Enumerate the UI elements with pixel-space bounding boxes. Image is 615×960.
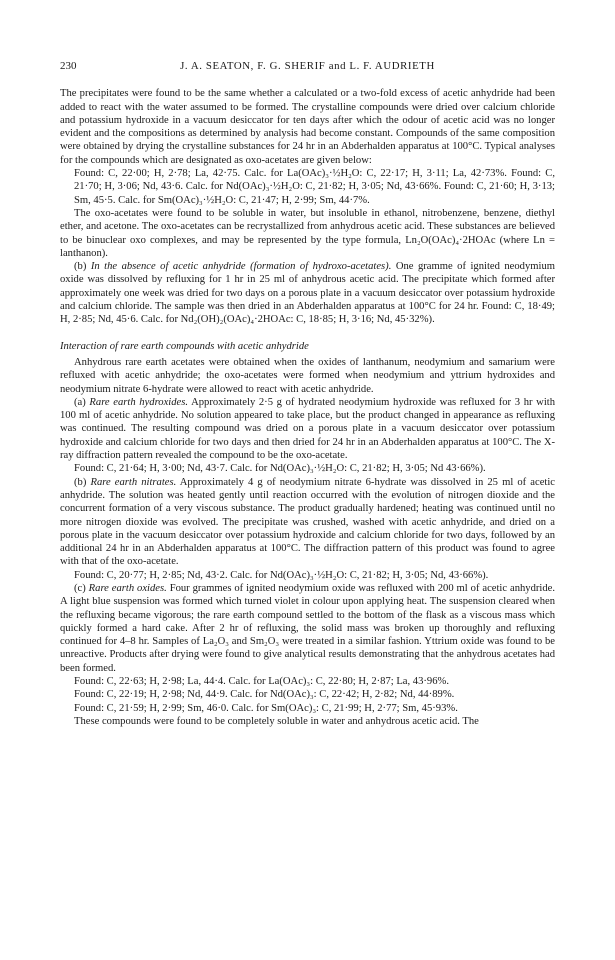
- page-number: 230: [60, 60, 77, 72]
- item-heading: Rare earth nitrates.: [90, 476, 177, 488]
- analysis-sm-acetate: Found: C, 21·59; H, 2·99; Sm, 46·0. Calc. for Sm(OAc)₃: C, 21·99; H, 2·77; Sm, 45·93%.: [74, 702, 458, 714]
- analysis-oxo-acetates: Found: C, 22·00; H, 2·78; La, 42·75. Calc. for La(OAc)₃·½H₂O: C, 22·17; H, 3·11; La, 42·73%. Found: C, 21·70; H, 3·06; Nd, 43·6. Calc. for Nd(OAc)₃·½H₂O: C, 21·82; H, 3·05; Nd, 43·66%. Found: C, 21·60; H, 3·13; Sm, 45·5. Calc. for Sm(OAc)₃·½H₂O: C, 21·47; H, 2·99; Sm, 44·7%.: [74, 168, 555, 206]
- item-label: (c): [74, 582, 89, 594]
- item-heading: In the absence of acetic anhydride (formation of hydroxo-acetates).: [90, 261, 392, 273]
- section-title: Interaction of rare earth compounds with acetic anhydride: [60, 340, 309, 352]
- item-text: Approximately 2·5 g of hydrated neodymium hydroxide was refluxed for 3 hr with 100 ml of acetic anhydride. No solution appeared to take place, but the product changed in appearance as refluxing was continued. The resulting compound was dried on a porous plate in a vacuum desiccator over potassium hydroxide and calcium chloride for two days and then dried for 24 hr in an Abderhalden apparatus at 100°C. The X-ray diffraction pattern revealed the compound to be the oxo-acetate.: [60, 396, 555, 462]
- item-heading: Rare earth oxides.: [88, 582, 167, 594]
- item-text: One gramme of ignited neodymium oxide was dissolved by refluxing for 1 hr in 25 ml of anhydrous acetic acid. The precipitate which formed after approximately one week was dried for two days on a porous plate in a vacuum desiccator over potassium hydroxide and calcium chloride. The sample was then dried in an Abderhalden apparatus at 100°C for 24 hr. Found: C, 18·49; H, 2·85; Nd, 45·6. Calc. for Nd₂(OH)₂(OAc)₄·2HOAc: C, 18·85; H, 3·16; Nd, 45·32%).: [60, 261, 555, 326]
- paragraph-solubility: The oxo-acetates were found to be soluble in water, but insoluble in ethanol, nitrobenzene, benzene, diethyl ether, and acetone. The oxo-acetates can be recrystallized from anhydrous acetic acid. These substances are believed to be binuclear oxo complexes, and may be represented by the type formula, Ln₂O(OAc)₄·2HOAc (where Ln = lanthanon).: [60, 207, 555, 259]
- paragraph-rare-earth-hydroxides: [60, 396, 555, 462]
- paragraph-anhydrous-acetates: Anhydrous rare earth acetates were obtained when the oxides of lanthanum, neodymium and samarium were refluxed with acetic anhydride; the oxo-acetates were formed when neodymium and yttrium hydroxides and neodymium nitrate 6-hydrate were allowed to react with acetic anhydride.: [60, 356, 555, 395]
- item-label: (b): [74, 476, 91, 488]
- item-text: Approximately 4 g of neodymium nitrate 6-hydrate was dissolved in 25 ml of acetic anhydride. The solution was heated gently until reaction occurred with the evolution of nitrogen dioxide and the concurrent formation of a very viscous substance. The product gradually hardened; heating was continued until no more nitrogen dioxide was evolved. The precipitate was crushed, washed with acetic anhydride, and dried on a porous plate in the vacuum desiccator over potassium hydroxide and calcium chloride for two days, followed by an additional 24 hr in an Abderhalden apparatus at 100°C. The diffraction pattern of this product was found to agree with that of the oxo-acetate.: [60, 476, 555, 568]
- paragraph-rare-earth-nitrates: [60, 476, 555, 569]
- analysis-hydroxide-product: Found: C, 21·64; H, 3·00; Nd, 43·7. Calc. for Nd(OAc)₃·½H₂O: C, 21·82; H, 3·05; Nd 43·66%).: [74, 463, 486, 475]
- paragraph-rare-earth-oxides: [60, 582, 555, 675]
- item-text: Four grammes of ignited neodymium oxide was refluxed with 200 ml of acetic anhydride. A light blue suspension was formed which turned violet in colour upon applying heat. The suspension cleared when the refluxing became vigorous; the rare earth compound settled to the bottom of the flask as a viscous mass which quickly formed a hard cake. After 2 hr of refluxing, the solid mass was broken up thoroughly and refluxing continued for 4–8 hr. Samples of La₂O₃ and Sm₂O₃ were treated in a similar fashion. Yttrium oxide was found to be unreactive. Products after drying were found to give analytical results demonstrating that the anhydrous acetates had been formed.: [60, 582, 555, 674]
- item-label: (b): [74, 261, 91, 273]
- paragraph-solubility-anhydrous: These compounds were found to be completely soluble in water and anhydrous acetic acid. The: [74, 715, 479, 727]
- item-label: (a): [74, 396, 90, 408]
- analysis-nitrate-product: Found: C, 20·77; H, 2·85; Nd, 43·2. Calc. for Nd(OAc)₃·½H₂O: C, 21·82; H, 3·05; Nd, 43·66%).: [74, 569, 489, 581]
- analysis-la-acetate: Found: C, 22·63; H, 2·98; La, 44·4. Calc. for La(OAc)₃: C, 22·80; H, 2·87; La, 43·96%.: [74, 676, 449, 688]
- analysis-nd-acetate: Found: C, 22·19; H, 2·98; Nd, 44·9. Calc. for Nd(OAc)₃: C, 22·42; H, 2·82; Nd, 44·89%.: [74, 689, 455, 701]
- item-heading: Rare earth hydroxides.: [89, 396, 189, 408]
- paragraph-hydroxo-acetates: [60, 260, 555, 326]
- paragraph-precipitates: The precipitates were found to be the same whether a calculated or a two-fold excess of acetic anhydride had been added to react with the water assumed to be formed. The crystalline compounds were dried over calcium chloride and potassium hydroxide in a vacuum desiccator for ten days after which the odour of acetic acid was no longer evident and the compositions as determined by analysis had become constant. Compounds of the same composition were obtained by drying the crystalline substances for 24 hr in an Abderhalden apparatus at 100°C. Typical analyses for the compounds which are designated as oxo-acetates are given below:: [60, 88, 555, 166]
- page-header: [60, 60, 555, 73]
- running-title: J. A. SEATON, F. G. SHERIF and L. F. AUDRIETH: [180, 60, 435, 72]
